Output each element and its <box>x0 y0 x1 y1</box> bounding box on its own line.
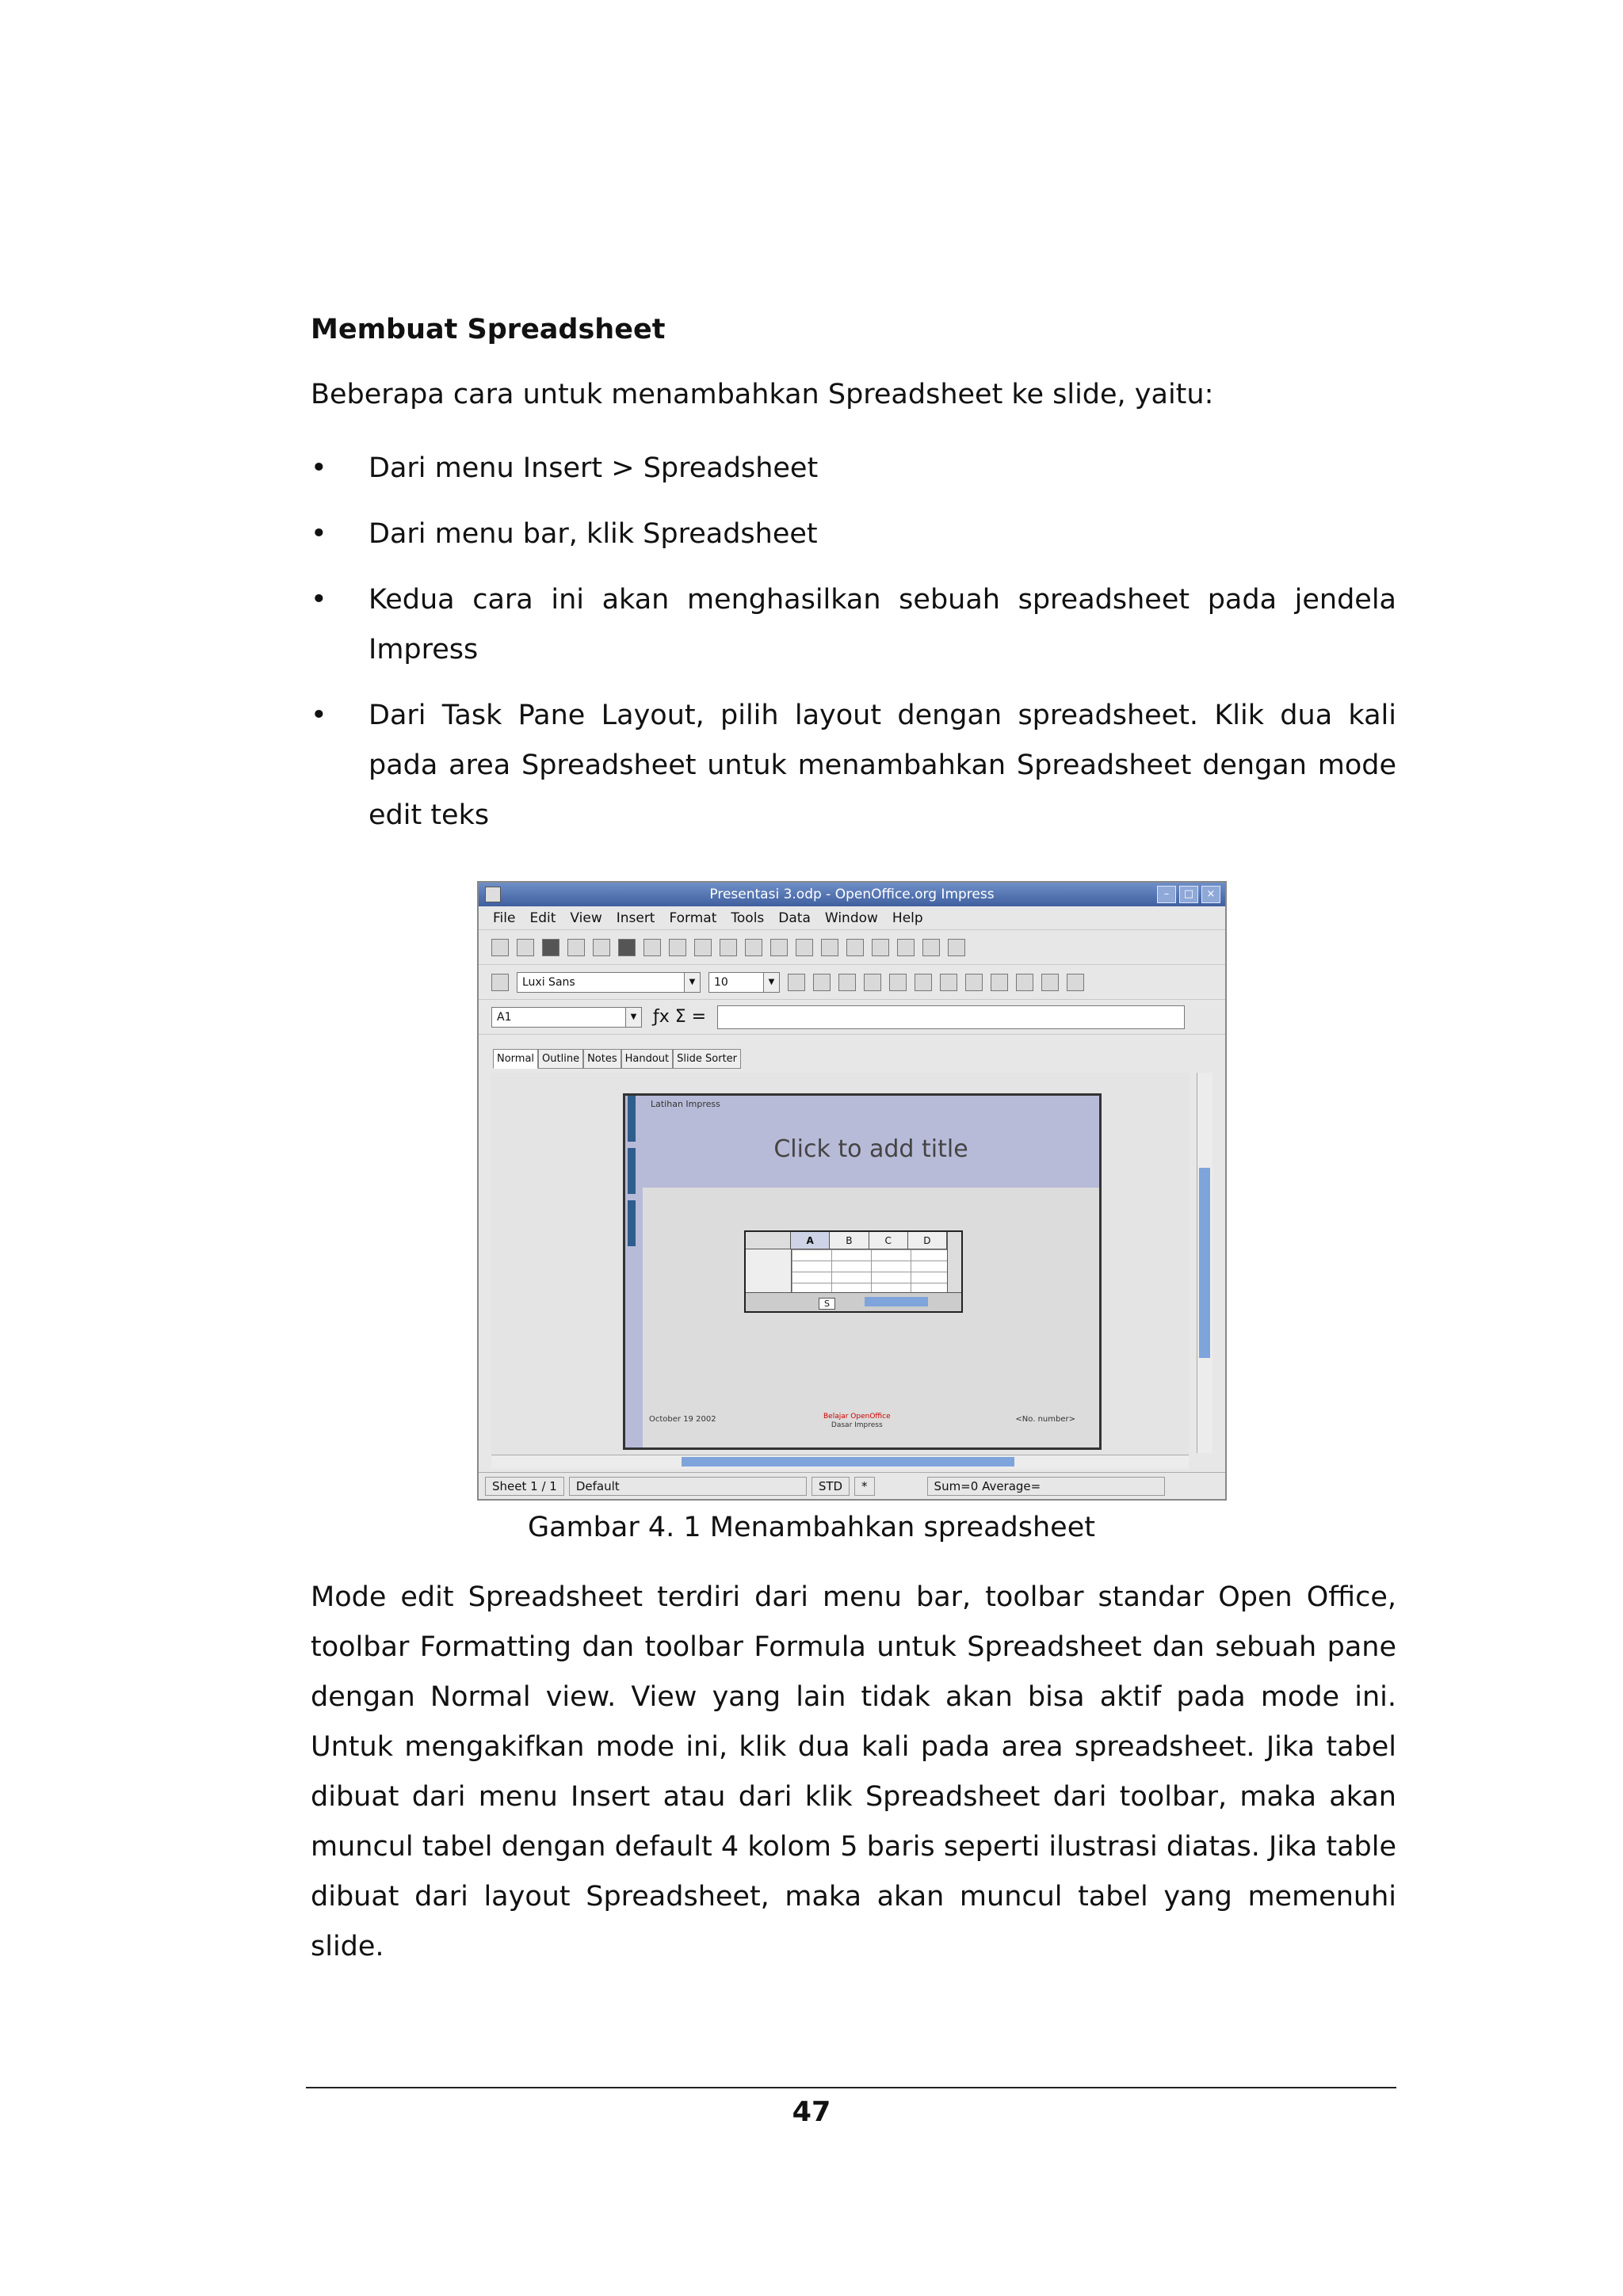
formula-symbols: ƒx Σ = <box>653 1007 707 1027</box>
bullet-symbol: • <box>311 584 327 616</box>
styles-icon <box>491 974 509 991</box>
bullet-list <box>311 444 1396 856</box>
scroll-thumb <box>682 1457 1014 1466</box>
menu-format: Format <box>669 910 717 926</box>
list-item-text: Kedua cara ini akan menghasilkan sebuah spreadsheet pada jendela Impress <box>369 584 1396 666</box>
tab-notes: Notes <box>583 1049 621 1069</box>
underline-icon <box>838 974 856 991</box>
align-center-icon <box>889 974 907 991</box>
add-decimal-icon <box>1041 974 1059 991</box>
justify-icon <box>940 974 957 991</box>
slide-workspace <box>491 1073 1189 1455</box>
status-sum: Sum=0 Average= <box>927 1477 1165 1496</box>
window-title: Presentasi 3.odp - OpenOffice.org Impress <box>709 887 995 902</box>
menu-view: View <box>570 910 602 926</box>
row-headers <box>746 1249 792 1294</box>
new-document-icon <box>491 939 509 956</box>
list-item <box>311 444 1396 494</box>
bullet-symbol: • <box>311 518 327 550</box>
minimize-icon: – <box>1157 886 1176 903</box>
sort-ascending-icon <box>922 939 940 956</box>
footer-divider <box>306 2087 1396 2088</box>
cell-grid <box>792 1249 947 1294</box>
formula-bar <box>479 1000 1225 1035</box>
status-bar <box>479 1472 1225 1499</box>
intro-text: Beberapa cara untuk menambahkan Spreadsheet ke slide, yaitu: <box>311 379 1214 410</box>
delete-decimal-icon <box>1067 974 1084 991</box>
menu-help: Help <box>892 910 923 926</box>
scroll-thumb <box>1199 1168 1210 1358</box>
name-box <box>491 1007 642 1028</box>
menubar <box>479 906 1225 930</box>
standard-toolbar <box>479 930 1225 965</box>
column-headers <box>746 1232 947 1249</box>
slide-footer-date: October 19 2002 <box>649 1415 716 1424</box>
currency-icon <box>991 974 1008 991</box>
redo-icon <box>872 939 889 956</box>
autospell-icon <box>720 939 737 956</box>
impress-screenshot-figure <box>477 881 1227 1501</box>
horizontal-scrollbar <box>491 1455 1189 1469</box>
navigator-icon <box>897 939 915 956</box>
list-item-text: Dari menu Insert > Spreadsheet <box>369 452 819 484</box>
list-item <box>311 575 1396 675</box>
print-icon <box>643 939 661 956</box>
sheet-scroll-thumb <box>865 1297 928 1306</box>
status-mode: STD <box>812 1477 850 1496</box>
spellcheck-icon <box>694 939 712 956</box>
percent-icon <box>1016 974 1033 991</box>
tab-handout: Handout <box>621 1049 674 1069</box>
column-header: A <box>791 1232 830 1249</box>
embedded-spreadsheet <box>744 1230 963 1313</box>
list-item-text: Dari Task Pane Layout, pilih layout dengan spreadsheet. Klik dua kali pada area Spreadsheet untuk menambahkan Spreadsheet dengan mode edit teks <box>369 700 1396 831</box>
align-left-icon <box>864 974 881 991</box>
slide-footer-line: Belajar OpenOffice <box>823 1413 891 1421</box>
slide-title-placeholder: Click to add title <box>773 1135 968 1163</box>
slide-footer-text <box>823 1413 891 1430</box>
column-header: C <box>869 1232 908 1249</box>
font-name-value: Luxi Sans <box>522 975 575 989</box>
chevron-down-icon: ▼ <box>684 973 700 992</box>
sheet-tab: S <box>819 1298 835 1310</box>
window-controls <box>1157 886 1220 903</box>
band-segment <box>628 1148 636 1194</box>
band-segment <box>628 1096 636 1142</box>
slide-header-text: Latihan Impress <box>651 1099 720 1109</box>
app-icon <box>485 887 501 902</box>
tab-outline: Outline <box>538 1049 583 1069</box>
font-name-box <box>517 972 701 993</box>
list-item-text: Dari menu bar, klik Spreadsheet <box>369 518 818 550</box>
chevron-down-icon: ▼ <box>625 1008 641 1027</box>
paste-icon <box>796 939 813 956</box>
band-segment <box>628 1200 636 1246</box>
list-item <box>311 509 1396 559</box>
merge-cells-icon <box>965 974 983 991</box>
figure-caption: Gambar 4. 1 Menambahkan spreadsheet <box>528 1512 1095 1543</box>
menu-window: Window <box>824 910 878 926</box>
align-right-icon <box>915 974 932 991</box>
save-icon <box>542 939 559 956</box>
font-size-box <box>708 972 780 993</box>
cut-icon <box>745 939 762 956</box>
bullet-symbol: • <box>311 700 327 731</box>
slide-left-band <box>625 1096 643 1447</box>
tab-normal: Normal <box>493 1049 538 1069</box>
view-tabs <box>493 1049 741 1069</box>
status-style: Default <box>569 1477 807 1496</box>
menu-tools: Tools <box>731 910 765 926</box>
cell-reference: A1 <box>497 1010 512 1024</box>
slide-footer-number: <No. number> <box>1015 1415 1075 1424</box>
page-number: 47 <box>792 2096 831 2128</box>
column-header: B <box>830 1232 869 1249</box>
status-sheet: Sheet 1 / 1 <box>485 1477 564 1496</box>
menu-insert: Insert <box>616 910 655 926</box>
font-size-value: 10 <box>714 975 728 989</box>
chevron-down-icon: ▼ <box>763 973 779 992</box>
page-preview-icon <box>669 939 686 956</box>
section-heading: Membuat Spreadsheet <box>311 314 666 345</box>
menu-data: Data <box>778 910 811 926</box>
menu-edit: Edit <box>529 910 556 926</box>
slide <box>623 1093 1102 1450</box>
vertical-scrollbar <box>1197 1073 1212 1453</box>
format-paintbrush-icon <box>821 939 838 956</box>
formatting-toolbar <box>479 965 1225 1000</box>
body-paragraph: Mode edit Spreadsheet terdiri dari menu bar, toolbar standar Open Office, toolbar Formatting dan toolbar Formula untuk Spreadsheet dan sebuah pane dengan Normal view. View yang lain tidak akan bisa aktif pada mode ini. Untuk mengakifkan mode ini, klik dua kali pada area spreadsheet. Jika tabel dibuat dari menu Insert atau dari klik Spreadsheet dari toolbar, maka akan muncul tabel dengan default 4 kolom 5 baris seperti ilustrasi diatas. Jika table dibuat dari layout Spreadsheet, maka akan muncul tabel yang memenuhi slide. <box>311 1581 1396 1962</box>
edit-file-icon <box>593 939 610 956</box>
formula-input <box>717 1005 1185 1029</box>
open-icon <box>517 939 534 956</box>
sheet-vertical-scrollbar <box>947 1232 961 1295</box>
sheet-bottom-bar <box>746 1292 961 1311</box>
undo-icon <box>846 939 864 956</box>
email-icon <box>567 939 585 956</box>
italic-icon <box>813 974 831 991</box>
window-titlebar <box>479 883 1225 906</box>
tab-slide-sorter: Slide Sorter <box>673 1049 741 1069</box>
column-header: D <box>908 1232 947 1249</box>
close-icon: × <box>1201 886 1220 903</box>
bold-icon <box>788 974 805 991</box>
slide-footer-line: Dasar Impress <box>831 1421 883 1429</box>
status-modified: * <box>854 1477 875 1496</box>
sort-descending-icon <box>948 939 965 956</box>
list-item <box>311 691 1396 841</box>
export-pdf-icon <box>618 939 636 956</box>
corner-cell <box>746 1232 791 1249</box>
copy-icon <box>770 939 788 956</box>
maximize-icon: □ <box>1179 886 1198 903</box>
menu-file: File <box>493 910 516 926</box>
bullet-symbol: • <box>311 452 327 484</box>
